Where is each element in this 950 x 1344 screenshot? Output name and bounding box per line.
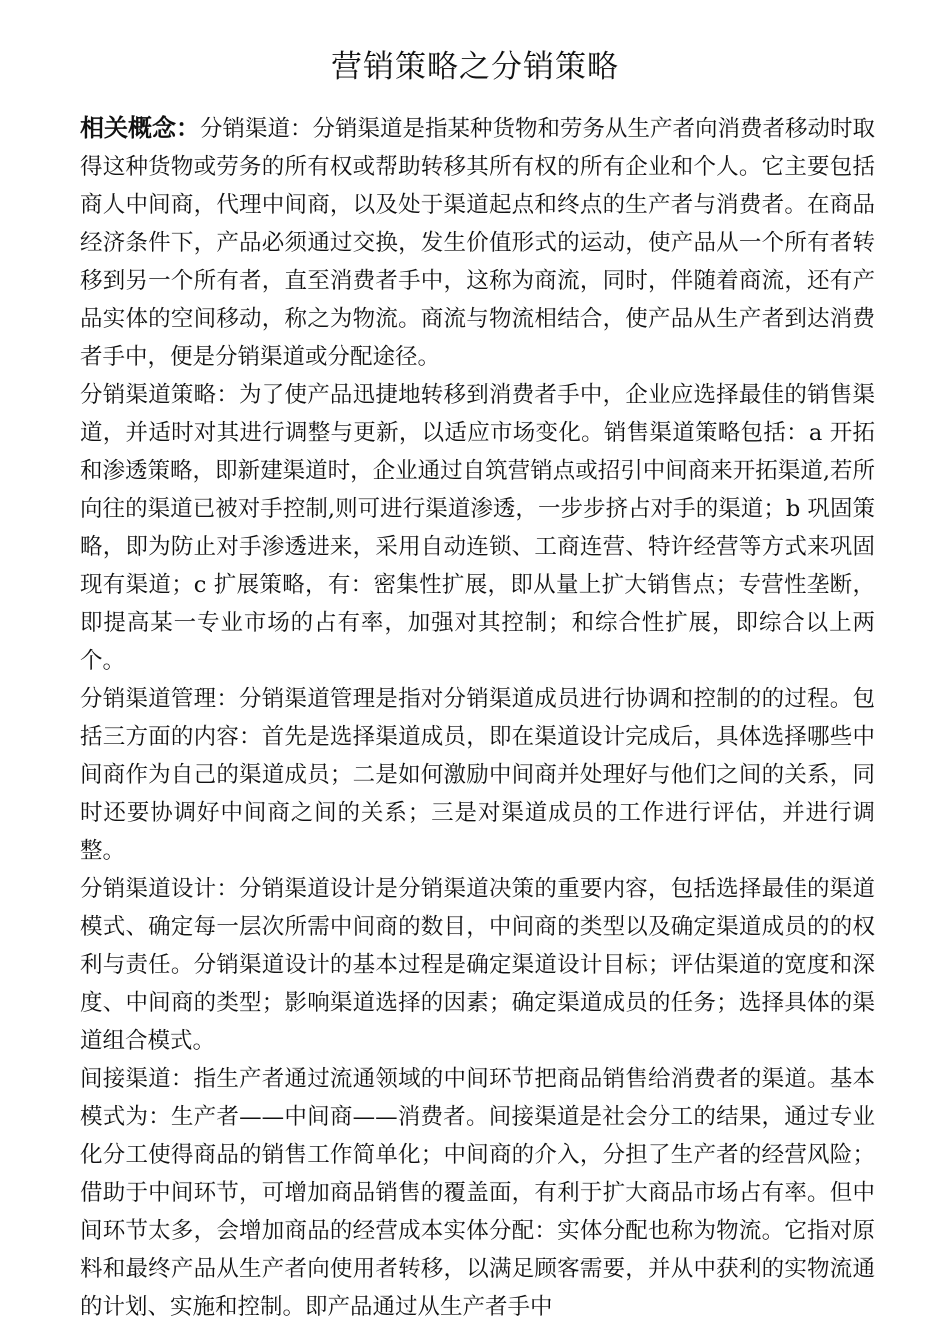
paragraph-channel-design: 分销渠道设计：分销渠道设计是分销渠道决策的重要内容，包括选择最佳的渠道模式、确定每一层次所需中间商的数目，中间商的类型以及确定渠道成员的的权利与责任。分销渠道设计的基本过程是确定渠道设计目标；评估渠道的宽度和深度、中间商的类型；影响渠道选择的因素；确定渠道成员的任务；选择具体的渠道组合模式。 (80, 876, 875, 1054)
related-concepts-label: 相关概念： (80, 114, 200, 142)
document-title: 营销策略之分销策略 (331, 49, 619, 85)
document-body (80, 109, 875, 1326)
paragraph-indirect-channel: 间接渠道：指生产者通过流通领域的中间环节把商品销售给消费者的渠道。基本模式为：生产者——中间商——消费者。间接渠道是社会分工的结果，通过专业化分工使得商品的销售工作简单化；中间商的介入，分担了生产者的经营风险；借助于中间环节，可增加商品销售的覆盖面，有利于扩大商品市场占有率。但中间环节太多，会增加商品的经营成本实体分配：实体分配也称为物流。它指对原料和最终产品从生产者向使用者转移，以满足顾客需要，并从中获利的实物流通的计划、实施和控制。即产品通过从生产者手中 (80, 1066, 875, 1320)
paragraph-text: 分销渠道：分销渠道是指某种货物和劳务从生产者向消费者移动时取得这种货物或劳务的所有权或帮助转移其所有权的所有企业和个人。它主要包括商人中间商，代理中间商，以及处于渠道起点和终点的生产者与消费者。在商品经济条件下，产品必须通过交换，发生价值形式的运动，使产品从一个所有者转移到另一个所有者，直至消费者手中，这称为商流，同时，伴随着商流，还有产品实体的空间移动，称之为物流。商流与物流相结合，使产品从生产者到达消费者手中，便是分销渠道或分配途径。 (80, 116, 876, 370)
paragraph-distribution-channel (80, 109, 875, 376)
paragraph-channel-management: 分销渠道管理：分销渠道管理是指对分销渠道成员进行协调和控制的的过程。包括三方面的内容：首先是选择渠道成员，即在渠道设计完成后，具体选择哪些中间商作为自己的渠道成员；二是如何激励中间商并处理好与他们之间的关系，同时还要协调好中间商之间的关系；三是对渠道成员的工作进行评估，并进行调整。 (80, 686, 875, 864)
paragraph-channel-strategy: 分销渠道策略：为了使产品迅捷地转移到消费者手中，企业应选择最佳的销售渠道，并适时对其进行调整与更新，以适应市场变化。销售渠道策略包括：a 开拓和渗透策略，即新建渠道时，企业通过自筑营销点或招引中间商来开拓渠道,若所向往的渠道已被对手控制,则可进行渠道渗透，一步步挤占对手的渠道；b 巩固策略，即为防止对手渗透进来，采用自动连锁、工商连营、特许经营等方式来巩固现有渠道；c 扩展策略，有：密集性扩展，即从量上扩大销售点；专营性垄断，即提高某一专业市场的占有率，加强对其控制；和综合性扩展，即综合以上两个。 (80, 382, 875, 674)
